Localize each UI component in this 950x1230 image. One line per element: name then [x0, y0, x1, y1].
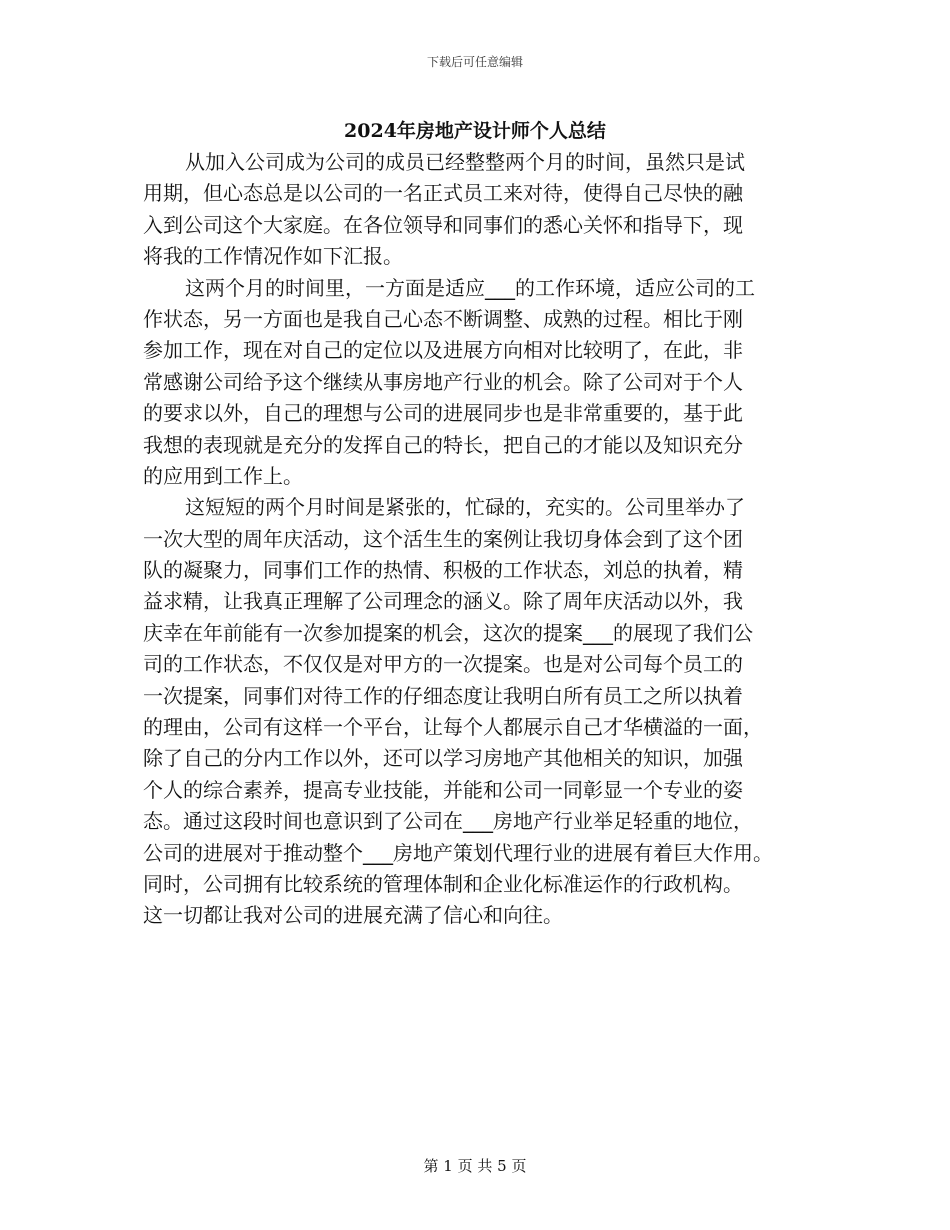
paragraph-line: 作状态，另一方面也是我自己心态不断调整、成熟的过程。相比于刚 [143, 306, 743, 331]
paragraph-line: 公司的进展对于推动整个___房地产策划代理行业的进展有着巨大作用。 [143, 840, 773, 865]
document-title: 2024年房地产设计师个人总结 [344, 120, 606, 142]
paragraph-line: 个人的综合素养，提高专业技能，并能和公司一同彰显一个专业的姿 [143, 777, 743, 802]
paragraph-line: 的理由，公司有这样一个平台，让每个人都展示自己才华横溢的一面， [143, 715, 763, 740]
paragraph-line: 司的工作状态，不仅仅是对甲方的一次提案。也是对公司每个员工的 [143, 652, 743, 677]
paragraph-line: 一次提案，同事们对待工作的仔细态度让我明白所有员工之所以执着 [143, 683, 743, 708]
paragraph-line: 的要求以外，自己的理想与公司的进展同步也是非常重要的，基于此 [143, 401, 743, 426]
paragraph-line: 用期，但心态总是以公司的一名正式员工来对待，使得自己尽快的融 [143, 181, 743, 206]
page-number: 第 1 页 共 5 页 [423, 1157, 527, 1175]
paragraph-line: 除了自己的分内工作以外，还可以学习房地产其他相关的知识，加强 [143, 746, 743, 771]
header-note: 下载后可任意编辑 [426, 55, 523, 69]
paragraph-line: 入到公司这个大家庭。在各位领导和同事们的悉心关怀和指导下，现 [143, 212, 743, 237]
paragraph-line: 从加入公司成为公司的成员已经整整两个月的时间，虽然只是试 [185, 150, 745, 174]
paragraph-line: 庆幸在年前能有一次参加提案的机会，这次的提案___的展现了我们公 [143, 620, 753, 645]
paragraph-line: 这两个月的时间里，一方面是适应___的工作环境，适应公司的工 [185, 275, 755, 300]
paragraph-line: 的应用到工作上。 [143, 463, 303, 488]
paragraph-line: 益求精，让我真正理解了公司理念的涵义。除了周年庆活动以外，我 [143, 589, 743, 614]
document-body [143, 147, 843, 932]
paragraph-line: 同时，公司拥有比较系统的管理体制和企业化标准运作的行政机构。 [143, 871, 743, 896]
paragraph-line: 态。通过这段时间也意识到了公司在___房地产行业举足轻重的地位， [143, 809, 753, 834]
paragraph-line: 一次大型的周年庆活动，这个活生生的案例让我切身体会到了这个团 [143, 526, 743, 551]
paragraph-line: 参加工作，现在对自己的定位以及进展方向相对比较明了，在此，非 [143, 338, 743, 363]
paragraph-line: 这一切都让我对公司的进展充满了信心和向往。 [143, 903, 563, 928]
paragraph-line: 常感谢公司给予这个继续从事房地产行业的机会。除了公司对于个人 [143, 369, 743, 394]
paragraph-line: 将我的工作情况作如下汇报。 [143, 244, 403, 269]
paragraph-line: 这短短的两个月时间是紧张的，忙碌的，充实的。公司里举办了 [185, 495, 745, 520]
paragraph-line: 队的凝聚力，同事们工作的热情、积极的工作状态，刘总的执着，精 [143, 558, 743, 583]
paragraph-line: 我想的表现就是充分的发挥自己的特长，把自己的才能以及知识充分 [143, 432, 743, 457]
